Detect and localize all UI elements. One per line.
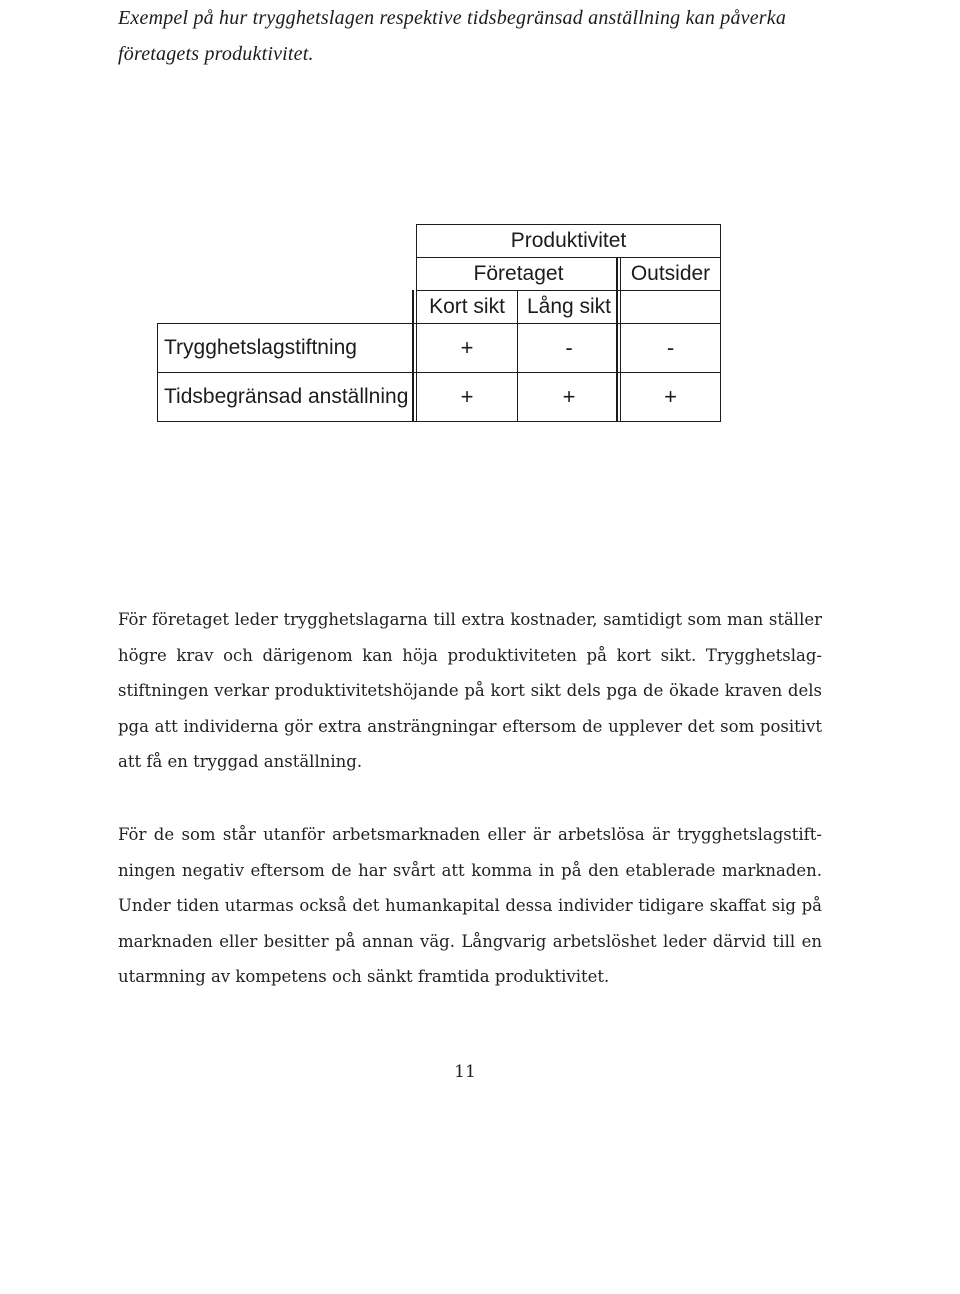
body-paragraph: För företaget leder trygghetslagarna till extra kostnader, samtidigt som man ställer högre krav och därigenom kan höja produktiviteten på kort sikt. Trygghetslagstiftningen verkar produktivitetshöjande på kort sikt dels pga de ökade kraven dels pga att individerna gör extra ansträngningar eftersom de upplever det som positivt att få en tryggad anställning.	[118, 610, 822, 771]
header-outsider: Outsider	[620, 257, 721, 291]
row-short-value: +	[416, 323, 518, 373]
header-long-term: Lång sikt	[517, 290, 621, 324]
row-long-value: +	[517, 372, 621, 422]
header-short-term: Kort sikt	[416, 290, 518, 324]
page-number: 11	[454, 1062, 476, 1082]
double-rule-left	[412, 290, 414, 422]
double-rule-right	[616, 257, 618, 422]
row-long-value: -	[517, 323, 621, 373]
row-label: Tidsbegränsad anställning	[157, 372, 417, 422]
figure-caption: Exempel på hur trygghetslagen respektive tidsbegränsad anställning kan påverka företagets produktivitet.	[118, 7, 787, 65]
row-outsider-value: -	[620, 323, 721, 373]
body-paragraph: För de som står utanför arbetsmarknaden eller är arbetslösa är trygghetslagstiftningen negativ eftersom de har svårt att komma in på den etablerade marknaden. Under tiden utarmas också det humankapital dessa individer tidigare skaffat sig på marknaden eller besitter på annan väg. Långvarig arbetslöshet leder därvid till en utarmning av kompetens och sänkt framtida produktivitet.	[118, 825, 822, 986]
header-company: Företaget	[416, 257, 621, 291]
header-productivity: Produktivitet	[416, 224, 721, 258]
row-label: Trygghetslagstiftning	[157, 323, 417, 373]
row-outsider-value: +	[620, 372, 721, 422]
row-short-value: +	[416, 372, 518, 422]
header-outsider-spacer	[620, 290, 721, 324]
